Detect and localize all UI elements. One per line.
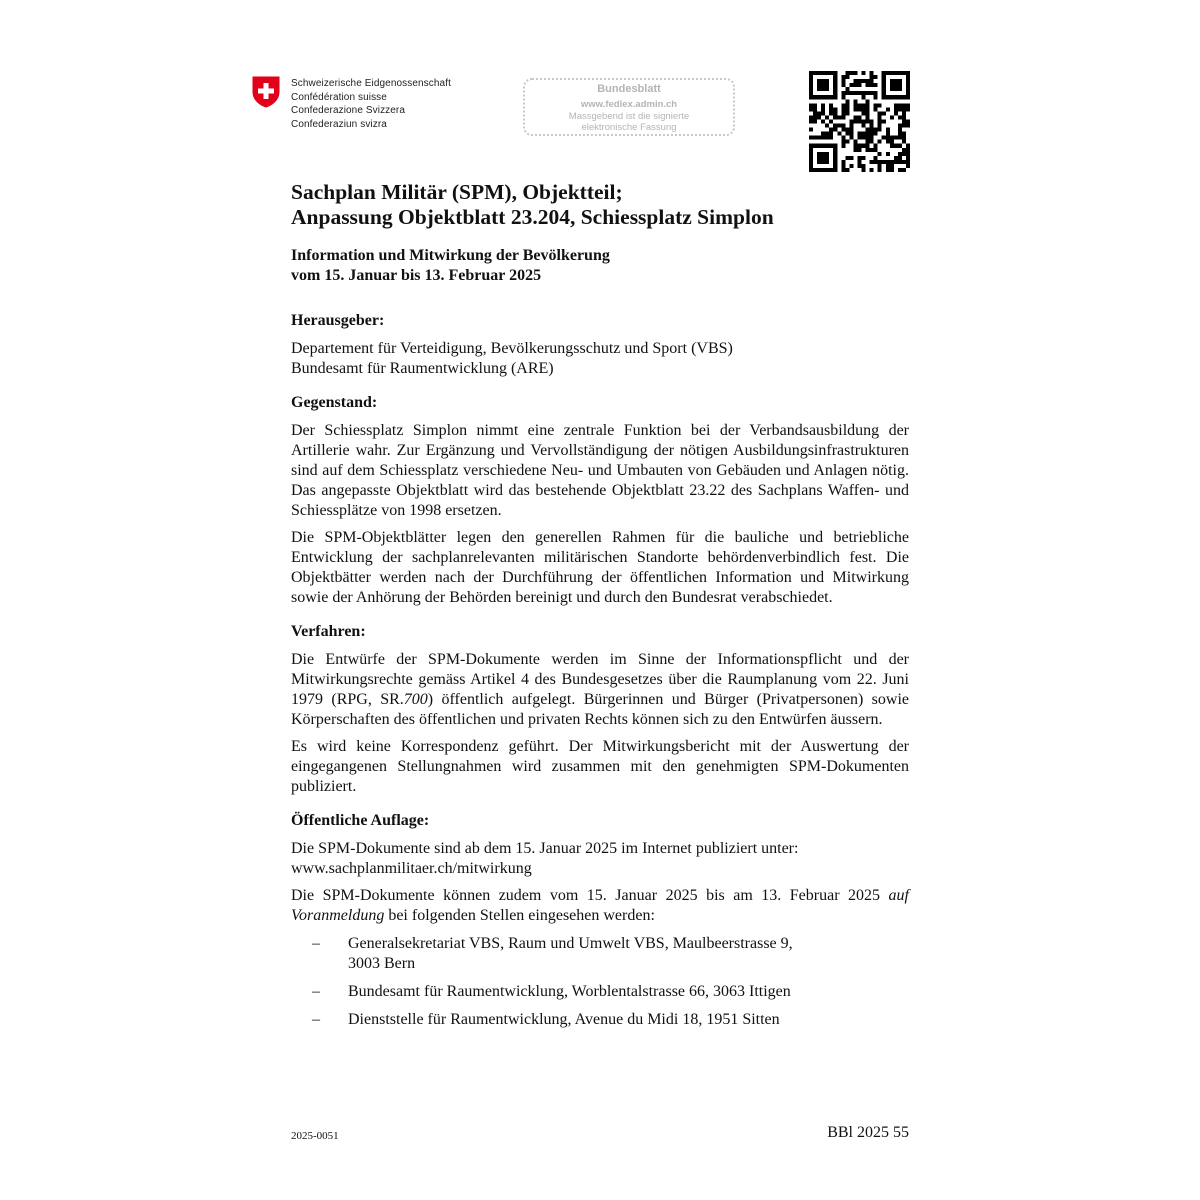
qr-code-icon bbox=[809, 71, 910, 172]
auflage-p1-line1: Die SPM-Dokumente sind ab dem 15. Januar 2025 im Internet publiziert unter: bbox=[291, 840, 799, 857]
auflage-url-link[interactable]: www.sachplanmilitaer.ch/mitwirkung bbox=[291, 860, 532, 877]
auflage-p2-emphasis: auf Voranmeldung bbox=[291, 887, 909, 924]
auflage-p2-text-a: Die SPM-Dokumente können zudem vom 15. Januar 2025 bis am 13. Februar 2025 bbox=[291, 887, 889, 904]
agency-line-it: Confederazione Svizzera bbox=[291, 105, 406, 116]
herausgeber-heading: Herausgeber: bbox=[291, 312, 385, 329]
list-item bbox=[291, 982, 909, 1002]
list-item bbox=[291, 1010, 909, 1030]
document-body bbox=[291, 311, 909, 1038]
section-gegenstand bbox=[291, 393, 909, 608]
verfahren-heading: Verfahren: bbox=[291, 623, 366, 640]
stamp-note-line1: Massgebend ist die signierte bbox=[568, 111, 690, 122]
dash-bullet: – bbox=[312, 935, 320, 952]
list-item-line2: 3003 Bern bbox=[348, 955, 416, 972]
list-item-line1: Bundesamt für Raumentwicklung, Worblentalstrasse 66, 3063 Ittigen bbox=[348, 983, 791, 1000]
gegenstand-paragraph-2: Die SPM-Objektblätter legen den generellen Rahmen für die bauliche und betriebliche Entwicklung der sachplanrelevanten militärischen Standorte behördenverbindlich fest. Die Objektbätter werden nach der Durchführung der öffentlichen Information und Mitwirkung sowie der Anhörung der Behörden bereinigt und durch den Bundesrat verabschiedet. bbox=[291, 529, 909, 606]
dash-bullet: – bbox=[312, 1011, 320, 1028]
page-reference: BBl 2025 55 bbox=[827, 1124, 909, 1141]
stamp-note-line2: elektronische Fassung bbox=[581, 122, 677, 133]
auflage-paragraph-2 bbox=[291, 886, 909, 926]
verfahren-p1-text-a: Die Entwürfe der SPM-Dokumente werden im Sinne der Informationspflicht und der Mitwirkungsrechte gemäss Artikel 4 des Bundesgesetzes über die Raumplanung vom 22. Juni 1979 (RPG, SR. bbox=[291, 651, 909, 708]
auflage-p2-text-b: bei folgenden Stellen eingesehen werden: bbox=[384, 907, 655, 924]
herausgeber-line1: Departement für Verteidigung, Bevölkerungsschutz und Sport (VBS) bbox=[291, 340, 733, 357]
dash-bullet: – bbox=[312, 983, 320, 1000]
gegenstand-heading: Gegenstand: bbox=[291, 394, 378, 411]
herausgeber-line2: Bundesamt für Raumentwicklung (ARE) bbox=[291, 360, 554, 377]
verfahren-paragraph-1 bbox=[291, 650, 909, 730]
section-auflage bbox=[291, 811, 909, 1030]
agency-line-rm: Confederaziun svizra bbox=[291, 118, 387, 130]
agency-line-fr: Confédération suisse bbox=[291, 91, 387, 103]
verfahren-paragraph-2: Es wird keine Korrespondenz geführt. Der Mitwirkungsbericht mit der Auswertung der eingegangenen Stellungnahmen wird zusammen mit den genehmigten SPM-Dokumenten publiziert. bbox=[291, 738, 909, 795]
list-item bbox=[291, 934, 909, 974]
section-herausgeber bbox=[291, 311, 909, 379]
swiss-cross-icon bbox=[252, 76, 280, 108]
document-subtitle bbox=[291, 246, 931, 286]
verfahren-p1-sr-number: 700 bbox=[403, 691, 428, 708]
gegenstand-paragraph-1: Der Schiessplatz Simplon nimmt eine zentrale Funktion bei der Verbandsausbildung der Artillerie wahr. Zur Ergänzung und Vervollständigung der nötigen Ausbildungsinfrastrukturen sind auf dem Schiessplatz verschiedene Neu- und Umbauten von Gebäuden und Anlagen nötig. Das angepasste Objektblatt wird das bestehende Objektblatt 23.22 des Sachplans Waffen- und Schiessplätze von 1998 ersetzen. bbox=[291, 422, 909, 519]
list-item-line1: Generalsekretariat VBS, Raum und Umwelt VBS, Maulbeerstrasse 9, bbox=[348, 935, 793, 952]
list-item-line1: Dienststelle für Raumentwicklung, Avenue du Midi 18, 1951 Sitten bbox=[348, 1011, 780, 1028]
section-verfahren bbox=[291, 622, 909, 797]
agency-line-de: Schweizerische Eidgenossenschaft bbox=[291, 78, 451, 89]
verfahren-p1-text-b: ) öffentlich aufgelegt. Bürgerinnen und Bürger (Privatpersonen) sowie Körperschaften des öffentlichen und privaten Rechts können sich zu den Entwürfen äussern. bbox=[291, 691, 910, 728]
bundesblatt-stamp bbox=[523, 78, 735, 136]
stamp-title: Bundesblatt bbox=[597, 83, 661, 95]
document-number: 2025-0051 bbox=[291, 1130, 339, 1142]
stamp-url: www.fedlex.admin.ch bbox=[580, 99, 678, 110]
auflage-heading: Öffentliche Auflage: bbox=[291, 812, 430, 829]
title-line1: Sachplan Militär (SPM), Objektteil; bbox=[291, 180, 623, 204]
document-title bbox=[291, 180, 931, 230]
locations-list bbox=[291, 934, 909, 1030]
subtitle-line1: Information und Mitwirkung der Bevölkerung bbox=[291, 247, 610, 264]
title-line2: Anpassung Objektblatt 23.204, Schiessplatz Simplon bbox=[291, 205, 774, 229]
agency-name bbox=[291, 77, 451, 131]
subtitle-line2: vom 15. Januar bis 13. Februar 2025 bbox=[291, 267, 542, 284]
